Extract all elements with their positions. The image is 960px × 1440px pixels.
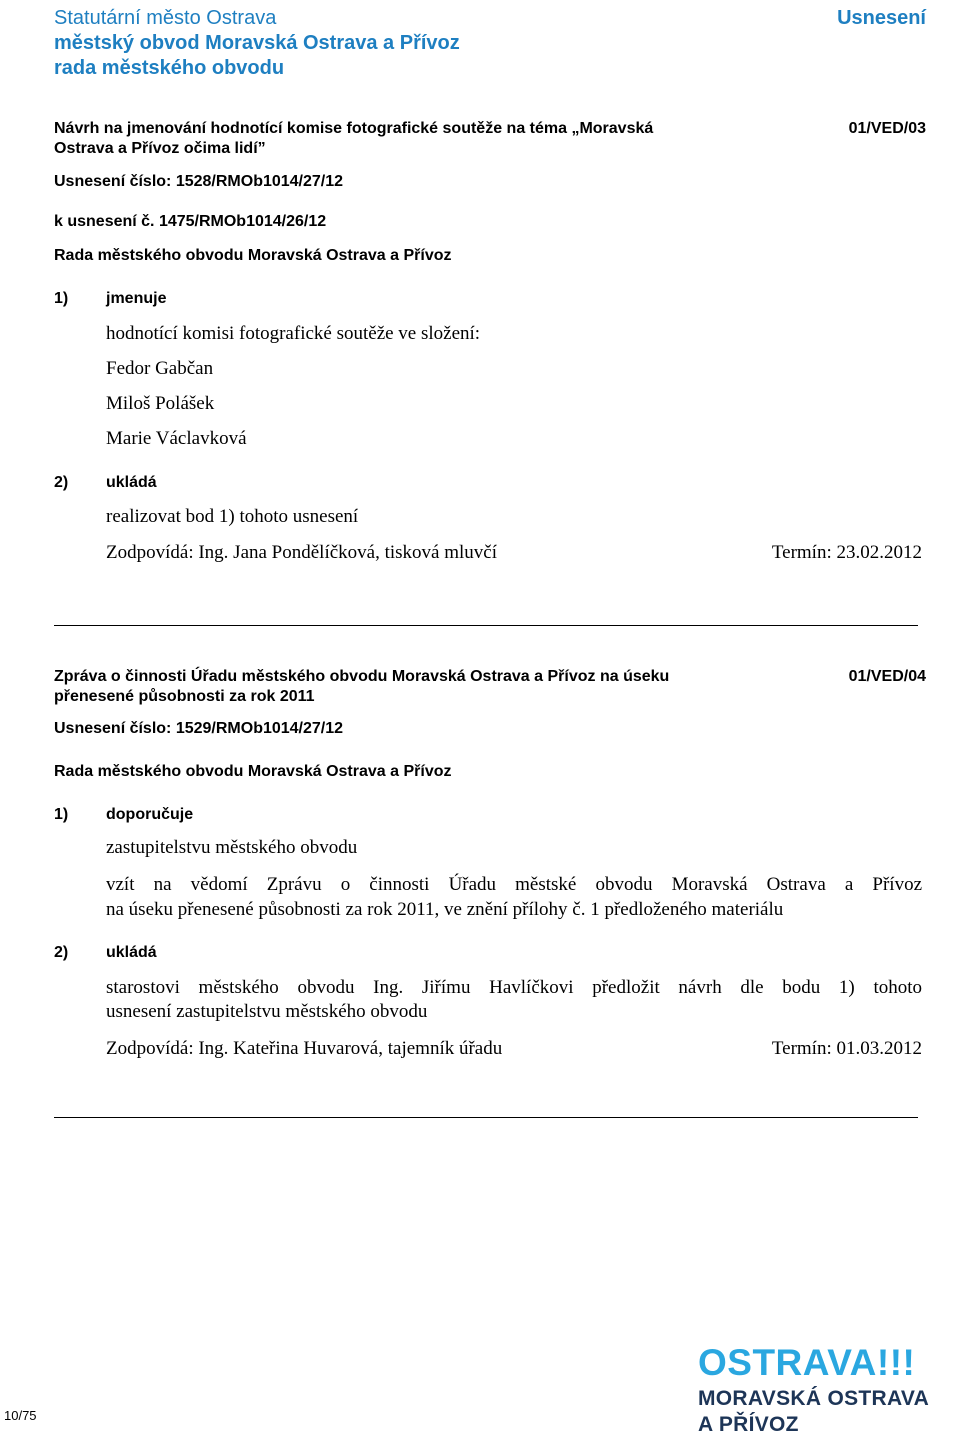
item-title-line1: Zpráva o činnosti Úřadu městského obvodu Moravská Ostrava a Přívoz na úseku [54, 668, 670, 685]
committee-member: Marie Václavková [106, 428, 247, 449]
item-title-line2: přenesené působnosti za rok 2011 [54, 688, 315, 705]
item-code: 01/VED/04 [848, 668, 926, 685]
item-code: 01/VED/03 [848, 120, 926, 137]
point-text: vzít na vědomí Zprávu o činnosti Úřadu městské obvodu Moravská Ostrava a Přívoz [106, 874, 922, 895]
point-text: realizovat bod 1) tohoto usnesení [106, 506, 359, 527]
committee-member: Fedor Gabčan [106, 358, 214, 379]
point-verb: doporučuje [106, 806, 194, 823]
point-text: hodnotící komisi fotografické soutěže ve složení: [106, 323, 481, 344]
section-divider [54, 1117, 918, 1118]
point-number: 1) [54, 806, 69, 823]
point-text: starostovi městského obvodu Ing. Jiřímu Havlíčkovi předložit návrh dle bodu 1) tohoto [106, 977, 922, 998]
resolution-body: Rada městského obvodu Moravská Ostrava a Přívoz [54, 763, 452, 780]
point-verb: ukládá [106, 474, 157, 491]
responsible-person: Zodpovídá: Ing. Jana Pondělíčková, tisková mluvčí [106, 542, 498, 563]
header-council: rada městského obvodu [54, 57, 285, 79]
logo-wordmark: OSTRAVA!!! [698, 1342, 916, 1383]
header-city: Statutární město Ostrava [54, 7, 277, 29]
ostrava-logo [698, 1344, 960, 1438]
committee-member: Miloš Polášek [106, 393, 215, 414]
resolution-number: Usnesení číslo: 1528/RMOb1014/27/12 [54, 173, 344, 190]
logo-district-line1: MORAVSKÁ OSTRAVA [698, 1387, 930, 1410]
deadline: Termín: 01.03.2012 [771, 1038, 922, 1059]
resolution-number: Usnesení číslo: 1529/RMOb1014/27/12 [54, 720, 344, 737]
point-text: na úseku přenesené působnosti za rok 2011, ve znění přílohy č. 1 předloženého materiálu [106, 899, 784, 920]
item-title-line1: Návrh na jmenování hodnotící komise fotografické soutěže na téma „Moravská [54, 120, 654, 137]
point-addressee: zastupitelstvu městského obvodu [106, 837, 358, 858]
point-number: 2) [54, 474, 69, 491]
page-number: 10/75 [4, 1408, 37, 1423]
header-district: městský obvod Moravská Ostrava a Přívoz [54, 32, 460, 54]
point-verb: jmenuje [106, 290, 167, 307]
header-doc-type: Usnesení [837, 7, 926, 29]
point-verb: ukládá [106, 944, 157, 961]
logo-district-line2: A PŘÍVOZ [698, 1413, 799, 1436]
point-text: usnesení zastupitelstvu městského obvodu [106, 1001, 428, 1022]
item-title-line2: Ostrava a Přívoz očima lidí” [54, 140, 266, 157]
resolution-body: Rada městského obvodu Moravská Ostrava a Přívoz [54, 247, 452, 264]
section-divider [54, 625, 918, 626]
deadline: Termín: 23.02.2012 [771, 542, 922, 563]
point-number: 1) [54, 290, 69, 307]
point-number: 2) [54, 944, 69, 961]
responsible-person: Zodpovídá: Ing. Kateřina Huvarová, tajemník úřadu [106, 1038, 503, 1059]
resolution-reference: k usnesení č. 1475/RMOb1014/26/12 [54, 213, 327, 230]
